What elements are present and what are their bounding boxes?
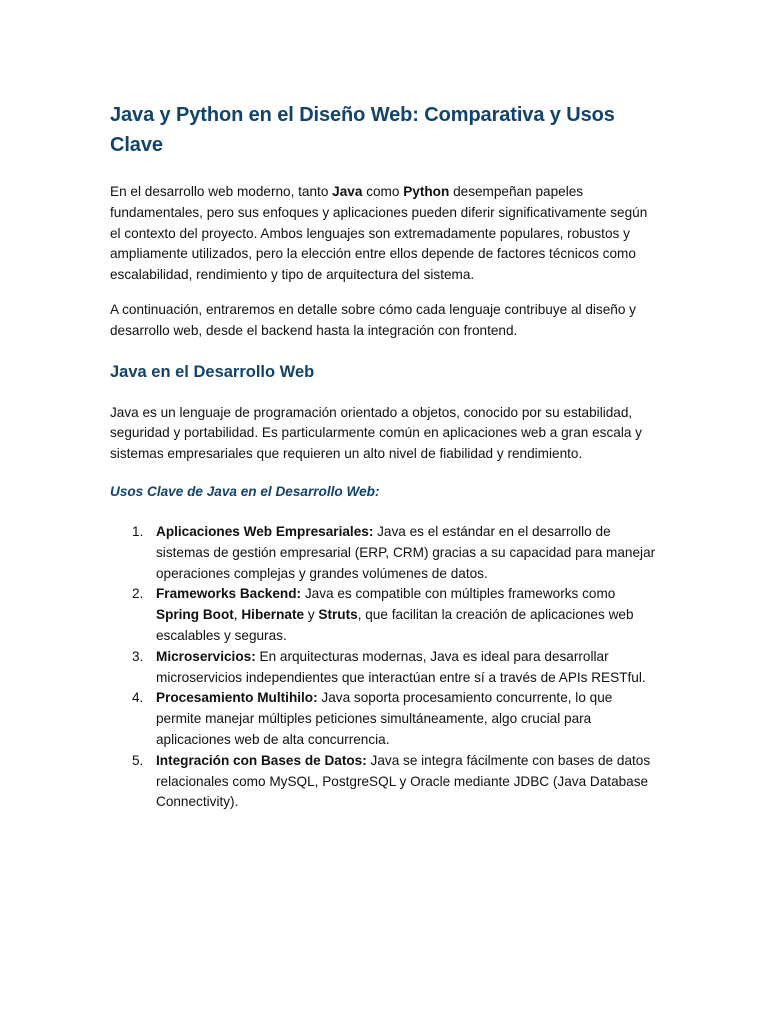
list-item (110, 688, 660, 750)
list-number: 5. (132, 752, 144, 768)
list-item-text: Java se integra fácilmente con bases de datos relacionales como MySQL, PostgreSQL y Oracle mediante JDBC (Java Database Connectivity). (156, 752, 651, 810)
intro-text-3: desempeñan papeles fundamentales, pero sus enfoques y aplicaciones pueden diferir significativamente según el contexto del proyecto. Ambos lenguajes son extremadamente populares, robustos y ampliamente utilizados, pero la elección entre ellos depende de factores técnicos como escalabilidad, rendimiento y tipo de arquitectura del sistema. (110, 184, 648, 283)
list-item-label: Integración con Bases de Datos: (156, 752, 367, 768)
java-uses-subheading: Usos Clave de Java en el Desarrollo Web: (110, 483, 380, 499)
framework-hibernate: Hibernate (241, 607, 305, 623)
continuation-paragraph: A continuación, entraremos en detalle sobre cómo cada lenguaje contribuye al diseño y desarrollo web, desde el backend hasta la integración con frontend. (110, 301, 636, 338)
list-number: 1. (132, 523, 144, 539)
intro-text-2: como (362, 184, 404, 199)
list-item-label: Procesamiento Multihilo: (156, 690, 318, 706)
list-item-text-end: , que facilitan la creación de aplicaciones web escalables y seguras. (156, 607, 634, 643)
list-item-label: Frameworks Backend: (156, 586, 302, 602)
section-heading-java: Java en el Desarrollo Web (110, 362, 315, 381)
framework-struts: Struts (318, 607, 358, 623)
document-page (110, 100, 660, 813)
java-uses-list (110, 522, 660, 813)
list-item (110, 522, 660, 584)
list-number: 4. (132, 690, 144, 706)
java-description-paragraph: Java es un lenguaje de programación orientado a objetos, conocido por su estabilidad, seguridad y portabilidad. Es particularmente común en aplicaciones web a gran escala y sistemas empresariales que requieren un alto nivel de fiabilidad y rendimiento. (110, 404, 642, 462)
list-item-label: Aplicaciones Web Empresariales: (156, 523, 374, 539)
list-item-separator: , (233, 607, 242, 623)
list-item-text: Java es el estándar en el desarrollo de sistemas de gestión empresarial (ERP, CRM) gracias a su capacidad para manejar operaciones complejas y grandes volúmenes de datos. (156, 523, 656, 581)
framework-spring-boot: Spring Boot (156, 607, 234, 623)
list-item (110, 647, 660, 689)
list-item-label: Microservicios: (156, 648, 256, 664)
document-title: Java y Python en el Diseño Web: Comparativa y Usos Clave (110, 104, 615, 156)
list-number: 3. (132, 648, 144, 664)
list-item-separator: y (304, 607, 319, 623)
list-item (110, 751, 660, 813)
list-item-text: Java es compatible con múltiples frameworks como (301, 586, 616, 602)
list-item-text: En arquitecturas modernas, Java es ideal para desarrollar microservicios independientes que interactúan entre sí a través de APIs RESTful. (156, 648, 646, 685)
list-number: 2. (132, 586, 144, 602)
intro-text-1: En el desarrollo web moderno, tanto (110, 184, 333, 199)
intro-paragraph (110, 182, 660, 286)
intro-python-bold: Python (403, 184, 450, 199)
list-item-text: Java soporta procesamiento concurrente, lo que permite manejar múltiples peticiones simultáneamente, algo crucial para aplicaciones web de alta concurrencia. (156, 690, 613, 747)
intro-java-bold: Java (332, 184, 363, 199)
list-item (110, 584, 660, 646)
